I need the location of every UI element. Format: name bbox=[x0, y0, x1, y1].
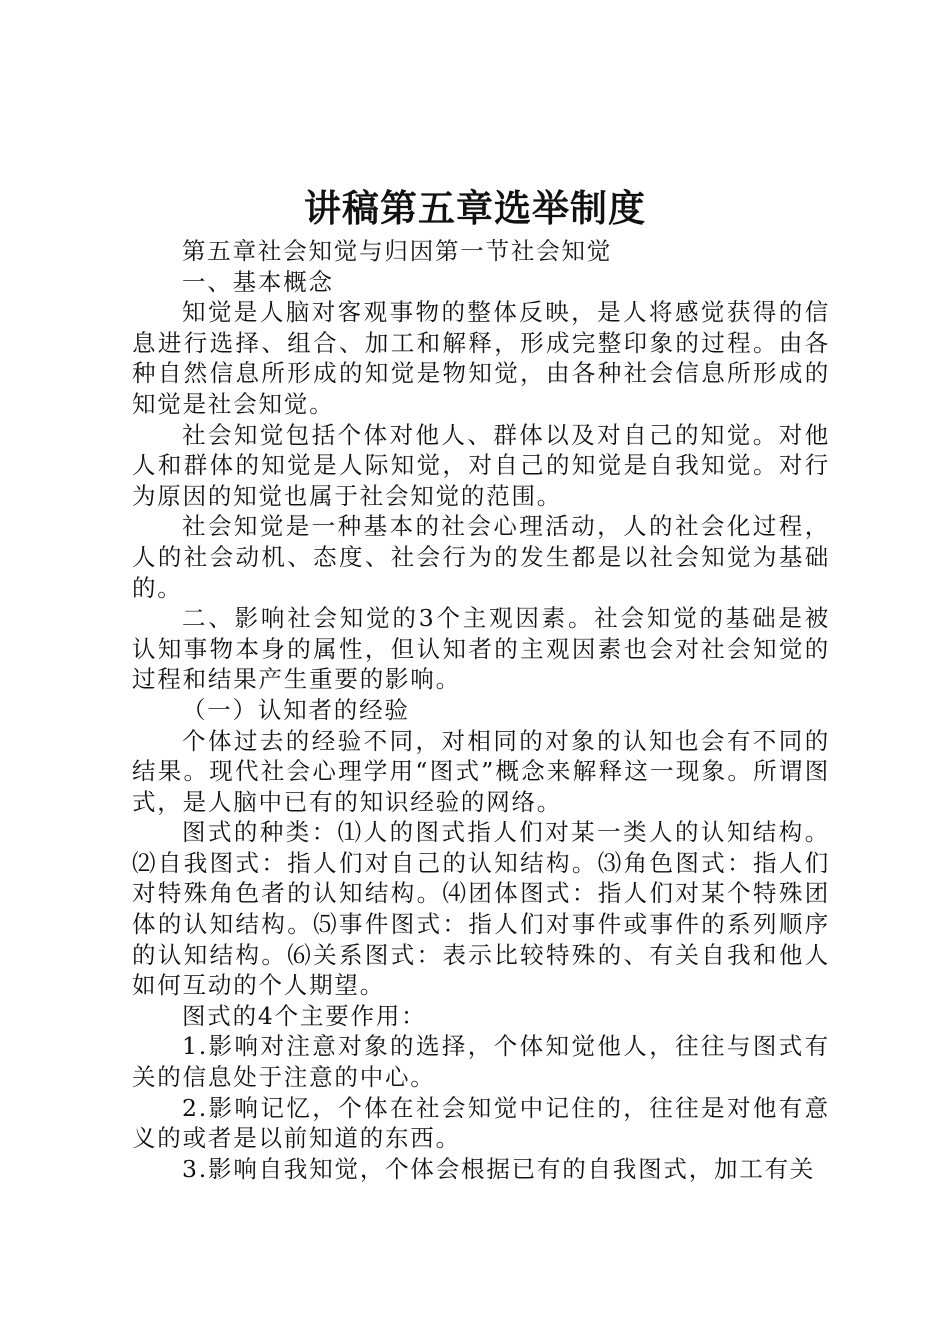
paragraph-function-memory: 2.影响记忆，个体在社会知觉中记住的，往往是对他有意义的或者是以前知道的东西。 bbox=[132, 1093, 830, 1153]
paragraph-schema-types: 图式的种类：⑴人的图式指人们对某一类人的认知结构。⑵自我图式：指人们对自己的认知结构。⑶角色图式：指人们对特殊角色者的认知结构。⑷团体图式：指人们对某个特殊团体的认知结构。⑸事件图式：指人们对事件或事件的系列顺序的认知结构。⑹关系图式：表示比较特殊的、有关自我和他人如何互动的个人期望。 bbox=[132, 818, 830, 1000]
paragraph-schema-definition: 个体过去的经验不同，对相同的对象的认知也会有不同的结果。现代社会心理学用“图式”概念来解释这一现象。所谓图式，是人脑中已有的知识经验的网络。 bbox=[132, 726, 830, 816]
paragraph-function-attention: 1.影响对注意对象的选择，个体知觉他人，往往与图式有关的信息处于注意的中心。 bbox=[132, 1032, 830, 1092]
paragraph-section-heading-basic-concepts: 一、基本概念 bbox=[182, 267, 334, 296]
paragraph-chapter-heading: 第五章社会知觉与归因第一节社会知觉 bbox=[182, 237, 613, 265]
paragraph-subjective-factors: 二、影响社会知觉的3个主观因素。社会知觉的基础是被认知事物本身的属性，但认知者的主观因素也会对社会知觉的过程和结果产生重要的影响。 bbox=[132, 604, 830, 694]
paragraph-social-perception-scope: 社会知觉包括个体对他人、群体以及对自己的知觉。对他人和群体的知觉是人际知觉，对自己的知觉是自我知觉。对行为原因的知觉也属于社会知觉的范围。 bbox=[132, 420, 830, 510]
paragraph-subheading-experience: （一）认知者的经验 bbox=[182, 695, 410, 724]
paragraph-perception-definition: 知觉是人脑对客观事物的整体反映，是人将感觉获得的信息进行选择、组合、加工和解释，形成完整印象的过程。由各种自然信息所形成的知觉是物知觉，由各种社会信息所形成的知觉是社会知觉。 bbox=[132, 298, 830, 418]
document-title: 讲稿第五章选举制度 bbox=[304, 186, 646, 230]
paragraph-function-self-perception: 3.影响自我知觉，个体会根据已有的自我图式，加工有关 bbox=[182, 1154, 816, 1183]
paragraph-social-perception-basis: 社会知觉是一种基本的社会心理活动，人的社会化过程，人的社会动机、态度、社会行为的发生都是以社会知觉为基础的。 bbox=[132, 512, 830, 602]
document-body bbox=[132, 236, 830, 1184]
paragraph-schema-functions-heading: 图式的4个主要作用： bbox=[182, 1001, 427, 1030]
